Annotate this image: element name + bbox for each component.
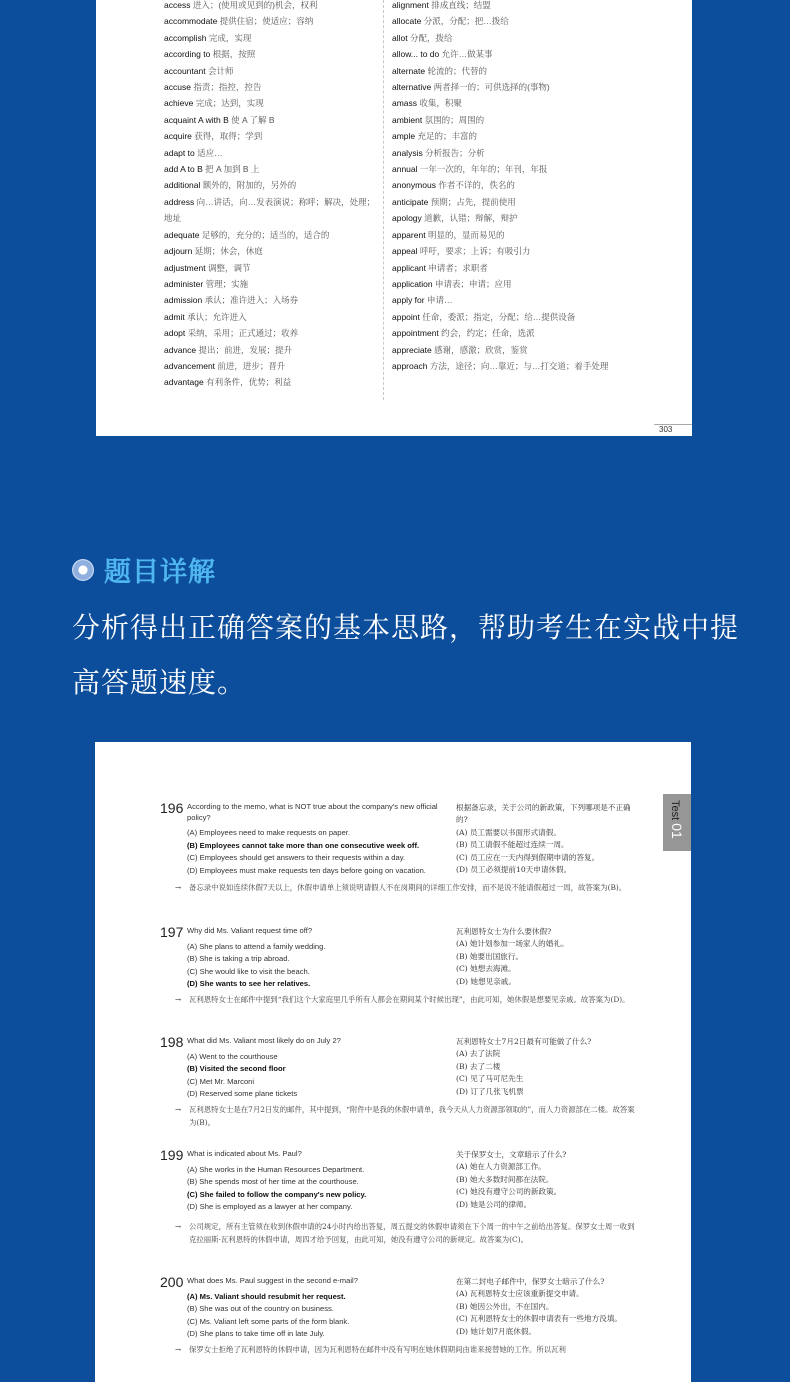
vocab-entry <box>392 177 622 193</box>
vocab-word: approach <box>392 360 428 371</box>
vocab-word: allow... to do <box>392 49 440 60</box>
vocab-meaning: 承认；允许进入 <box>187 311 247 322</box>
vocab-entry <box>164 292 382 308</box>
vocab-entry <box>164 227 382 243</box>
question-number: 197 <box>160 924 184 940</box>
vocab-meaning: 调整，调节 <box>207 262 251 273</box>
vocab-meaning: 向…讲话，向…发表演说；称呼；解决，处理；地址 <box>164 196 376 224</box>
vocab-entry <box>392 95 622 111</box>
vocab-word: advantage <box>164 377 204 388</box>
vocab-word: apology <box>392 213 422 224</box>
arrow-right-icon: → <box>175 883 182 892</box>
question-text-zh: 关于保罗女士，文章暗示了什么? <box>456 1150 567 1159</box>
answer-option-zh: (C) 员工应在一天内得到假期申请的答复。 <box>456 852 600 862</box>
vocab-word: allocate <box>392 16 422 27</box>
question-chinese <box>456 926 636 988</box>
answer-option-zh: (A) 她在人力资源部工作。 <box>456 1162 546 1172</box>
answer-option: (A) Employees need to make requests on paper. <box>187 828 350 837</box>
vocab-page-image <box>96 0 692 436</box>
vocab-entry <box>392 342 622 358</box>
question-chinese <box>456 802 636 876</box>
vocab-word: annual <box>392 164 418 175</box>
question-chinese <box>456 1276 636 1338</box>
vocab-entry <box>392 194 622 210</box>
vocab-entry <box>392 145 622 161</box>
vocab-entry <box>164 342 382 358</box>
answer-option: (A) Went to the courthouse <box>187 1051 278 1061</box>
question-english <box>187 1036 457 1101</box>
vocab-meaning: 适应… <box>197 147 223 158</box>
vocab-meaning: 分派，分配；把…拨给 <box>423 16 509 27</box>
vocab-column-right <box>392 0 622 374</box>
vocab-word: add A to B <box>164 164 203 175</box>
question-number: 198 <box>160 1034 184 1050</box>
question-chinese <box>456 1149 636 1211</box>
vocab-entry <box>164 63 382 79</box>
vocab-entry <box>164 276 382 292</box>
answer-option-zh: (C) 瓦利恩特女士的休假申请表有一些地方没填。 <box>456 1314 623 1324</box>
vocab-entry <box>164 309 382 325</box>
answer-option: (B) She was out of the country on business. <box>187 1304 334 1314</box>
vocab-meaning: 方法，途径；向…靠近；与…打交道；着手处理 <box>429 360 609 371</box>
vocab-entry <box>392 30 622 46</box>
vocab-word: apparent <box>392 229 426 240</box>
vocab-word: appoint <box>392 311 420 322</box>
correct-option: (A) Ms. Valiant should resubmit her request. <box>187 1291 346 1301</box>
answer-option: (B) She spends most of her time at the courthouse. <box>187 1177 359 1187</box>
answer-option: (D) She is employed as a lawyer at her company. <box>187 1202 353 1212</box>
question-text: What does Ms. Paul suggest in the second e-mail? <box>187 1276 358 1285</box>
vocab-word: allot <box>392 32 408 43</box>
vocab-entry <box>164 325 382 341</box>
vocab-word: appreciate <box>392 344 432 355</box>
vocab-meaning: 指责；指控，控告 <box>193 82 262 93</box>
vocab-word: applicant <box>392 262 427 273</box>
vocab-meaning: 一年一次的，年年的；年刊，年报 <box>419 164 548 175</box>
section-heading <box>72 550 216 589</box>
vocab-entry <box>164 95 382 111</box>
vocab-meaning: 感谢，感激；欣赏，鉴赏 <box>434 344 528 355</box>
answer-option: (C) Employees should get answers to their requests within a day. <box>187 853 406 863</box>
answer-option: (D) Employees must make requests ten days before going on vacation. <box>187 865 426 875</box>
vocab-meaning: 承认；准许进入；入场券 <box>204 295 299 306</box>
vocab-meaning: 分配，拨给 <box>409 32 453 43</box>
answer-option: (C) Ms. Valiant left some parts of the form blank. <box>187 1316 350 1326</box>
answer-option: (A) She plans to attend a family wedding. <box>187 941 326 951</box>
answer-option-zh: (B) 员工请假不能超过连续一周。 <box>456 840 569 850</box>
vocab-word: ambient <box>392 114 423 125</box>
vocab-word: additional <box>164 180 201 191</box>
explanation-text: 备忘录中说如连续休假7天以上，休假申请单上须说明请假人不在岗期间的详细工作安排，而不是说不能请假超过一周，故答案为(B)。 <box>189 883 627 892</box>
explanation-text: 瓦利恩特女士在邮件中提到“我们这个大家庭里几乎所有人都会在期间某个时候出现”，由此可知，她休假是想要见亲戚。故答案为(D)。 <box>189 995 630 1004</box>
answer-option: (C) She would like to visit the beach. <box>187 966 310 976</box>
vocab-meaning: 排成直线；结盟 <box>431 0 491 10</box>
answer-option-zh: (D) 她想见亲戚。 <box>456 976 516 986</box>
vocab-entry <box>164 260 382 276</box>
vocab-entry <box>392 79 622 95</box>
vocab-meaning: 使 A 了解 B <box>231 114 275 125</box>
vocab-word: adjourn <box>164 246 193 257</box>
vocab-entry <box>164 46 382 62</box>
vocab-meaning: 呼吁，要求；上诉；有吸引力 <box>419 246 531 257</box>
answer-option: (D) Reserved some plane tickets <box>187 1089 298 1099</box>
vocab-entry <box>164 358 382 374</box>
vocab-word: appeal <box>392 246 418 257</box>
vocab-meaning: 采纳，采用；正式通过；收养 <box>187 328 299 339</box>
vocab-word: adapt to <box>164 147 195 158</box>
vocab-entry <box>392 210 622 226</box>
question-text-zh: 瓦利恩特女士为什么要休假? <box>456 927 552 936</box>
vocab-meaning: 申请者；求职者 <box>428 262 488 273</box>
vocab-entry <box>392 260 622 276</box>
explanation <box>175 1104 635 1129</box>
correct-option: (D) She wants to see her relatives. <box>187 979 311 989</box>
vocab-word: administer <box>164 278 204 289</box>
explanation <box>175 1344 635 1357</box>
vocab-word: adequate <box>164 229 200 240</box>
vocab-entry <box>392 13 622 29</box>
column-divider <box>383 0 384 400</box>
vocab-meaning: 作者不详的，佚名的 <box>438 180 515 191</box>
vocab-meaning: 申请表；申请；应用 <box>435 278 512 289</box>
vocab-meaning: 进入；(使用或见到的)机会，权利 <box>192 0 318 10</box>
vocab-meaning: 根据，按照 <box>212 49 256 60</box>
vocab-meaning: 申请… <box>426 295 453 306</box>
explanation-text: 保罗女士拒绝了瓦利恩特的休假申请，因为瓦利恩特在邮件中没有写明在她休假期间由谁来接替她的工作。所以瓦利 <box>189 1345 566 1354</box>
answer-option-zh: (B) 她大多数时间都在法院。 <box>456 1174 554 1184</box>
arrow-right-icon: → <box>175 995 182 1004</box>
vocab-entry <box>164 243 382 259</box>
vocab-word: amass <box>392 98 418 109</box>
vocab-entry <box>392 358 622 374</box>
vocab-meaning: 获得，取得；学到 <box>194 131 263 142</box>
answer-option-zh: (B) 她因公外出，不在国内。 <box>456 1301 554 1311</box>
vocab-word: acquire <box>164 131 192 142</box>
explanation <box>175 994 635 1007</box>
vocab-word: accountant <box>164 65 206 76</box>
answer-option-zh: (A) 瓦利恩特女士应该重新提交申请。 <box>456 1289 584 1299</box>
correct-option: (B) Visited the second floor <box>187 1064 286 1074</box>
vocab-meaning: 任命，委派；指定，分配；给…提供设备 <box>422 311 576 322</box>
vocab-meaning: 两者择一的；可供选择的(事物) <box>433 82 550 93</box>
vocab-word: adjustment <box>164 262 206 273</box>
answer-option-zh: (C) 她想去海滩。 <box>456 964 516 974</box>
question-english <box>187 1276 457 1341</box>
vocab-entry <box>164 0 382 13</box>
answer-option-zh: (C) 见了马可尼先生 <box>456 1074 524 1084</box>
vocab-meaning: 氛围的；周围的 <box>424 114 485 125</box>
vocab-word: accuse <box>164 82 191 93</box>
question-english <box>187 1149 457 1214</box>
explanation-text: 瓦利恩特女士是在7月2日发的邮件，其中提到，“附件中是我的休假申请单，我今天从人力资源部领取的”，而人力资源部在二楼。故答案为(B)。 <box>189 1105 635 1127</box>
vocab-word: admit <box>164 311 185 322</box>
vocab-meaning: 足够的，充分的；适当的，适合的 <box>201 229 330 240</box>
vocab-meaning: 允许…做某事 <box>441 49 493 60</box>
vocab-word: appointment <box>392 328 439 339</box>
vocab-meaning: 有利条件，优势；利益 <box>206 377 292 388</box>
vocab-column-left <box>164 0 382 391</box>
vocab-word: address <box>164 196 195 207</box>
explanation <box>175 882 635 895</box>
vocab-entry <box>392 276 622 292</box>
vocab-entry <box>164 112 382 128</box>
vocab-word: advancement <box>164 360 216 371</box>
vocab-meaning: 把 A 加到 B 上 <box>205 164 260 175</box>
vocab-entry <box>164 194 382 227</box>
vocab-entry <box>164 79 382 95</box>
answer-option-zh: (A) 员工需要以书面形式请假。 <box>456 827 561 837</box>
vocab-meaning: 提供住宿；使适应；容纳 <box>219 16 314 27</box>
question-text: According to the memo, what is NOT true about the company's new official policy? <box>187 802 438 822</box>
answer-option-zh: (B) 去了二楼 <box>456 1061 501 1071</box>
vocab-word: alignment <box>392 0 429 10</box>
vocab-word: accommodate <box>164 16 218 27</box>
vocab-word: achieve <box>164 98 194 109</box>
vocab-word: according to <box>164 49 211 60</box>
vocab-word: alternative <box>392 82 432 93</box>
vocab-meaning: 前进，进步；晋升 <box>217 360 286 371</box>
vocab-meaning: 约会，约定；任命，选派 <box>441 328 535 339</box>
question-number: 199 <box>160 1147 184 1163</box>
vocab-entry <box>392 325 622 341</box>
question-text-zh: 根据备忘录，关于公司的新政策，下列哪项是不正确的? <box>456 803 631 825</box>
vocab-entry <box>164 128 382 144</box>
vocab-meaning: 会计师 <box>207 65 234 76</box>
vocab-entry <box>392 0 622 13</box>
answer-option-zh: (D) 员工必须提前10天申请休假。 <box>456 865 572 875</box>
question-english <box>187 802 457 877</box>
explanation-text: 公司规定，所有主管须在收到休假申请的24小时内给出答复，周五提交的休假申请须在下个周一的中午之前给出答复。保罗女士周一收到克拉丽斯·瓦利恩特的休假申请，周四才给予回复，由此可知，她没有遵守公司的新规定。故答案为(C)。 <box>189 1222 635 1244</box>
vocab-meaning: 预期；占先，提前使用 <box>430 196 516 207</box>
page-number: 303 <box>659 425 673 434</box>
vocab-word: apply for <box>392 295 425 306</box>
vocab-entry <box>164 177 382 193</box>
vocab-meaning: 额外的，附加的，另外的 <box>202 180 297 191</box>
vocab-meaning: 管理；实施 <box>205 278 249 289</box>
vocab-meaning: 充足的；丰富的 <box>417 131 478 142</box>
correct-option: (C) She failed to follow the company's new policy. <box>187 1189 367 1199</box>
vocab-word: acquaint A with B <box>164 114 229 125</box>
question-number: 196 <box>160 800 184 816</box>
question-text: What is indicated about Ms. Paul? <box>187 1149 302 1158</box>
question-text-zh: 在第二封电子邮件中，保罗女士暗示了什么? <box>456 1277 605 1286</box>
vocab-word: alternate <box>392 65 426 76</box>
answer-option-zh: (B) 她要出国旅行。 <box>456 951 524 961</box>
test-tab <box>663 794 691 851</box>
vocab-word: access <box>164 0 191 10</box>
section-title: 题目详解 <box>104 557 216 587</box>
vocab-meaning: 提出；前进，发展；提升 <box>198 344 293 355</box>
vocab-word: analysis <box>392 147 423 158</box>
arrow-right-icon: → <box>175 1222 182 1231</box>
answer-option-zh: (A) 去了法院 <box>456 1049 501 1059</box>
test-tab-label: Test <box>669 800 681 821</box>
vocab-word: application <box>392 278 433 289</box>
vocab-word: advance <box>164 344 197 355</box>
vocab-entry <box>392 243 622 259</box>
vocab-word: admission <box>164 295 203 306</box>
question-text-zh: 瓦利恩特女士7月2日最有可能做了什么? <box>456 1037 592 1046</box>
vocab-word: anonymous <box>392 180 436 191</box>
correct-option: (B) Employees cannot take more than one consecutive week off. <box>187 840 420 850</box>
vocab-entry <box>392 128 622 144</box>
question-text: What did Ms. Valiant most likely do on July 2? <box>187 1036 341 1045</box>
section-description: 分析得出正确答案的基本思路，帮助考生在实战中提高答题速度。 <box>72 611 740 699</box>
answer-option-zh: (D) 她是公司的律师。 <box>456 1199 532 1209</box>
question-chinese <box>456 1036 636 1098</box>
question-english <box>187 926 457 991</box>
answer-option-zh: (C) 她没有遵守公司的新政策。 <box>456 1187 562 1197</box>
vocab-meaning: 完成；达到，实现 <box>195 98 264 109</box>
answer-option: (A) She works in the Human Resources Department. <box>187 1164 365 1174</box>
arrow-right-icon: → <box>175 1345 182 1354</box>
vocab-meaning: 明显的，显而易见的 <box>427 229 505 240</box>
question-number: 200 <box>160 1274 184 1290</box>
vocab-entry <box>164 374 382 390</box>
vocab-entry <box>392 63 622 79</box>
answer-option: (D) She plans to take time off in late July. <box>187 1329 325 1339</box>
vocab-meaning: 完成，实现 <box>208 32 252 43</box>
vocab-meaning: 分析报告；分析 <box>425 147 485 158</box>
test-tab-number: 01 <box>669 823 685 839</box>
vocab-entry <box>164 161 382 177</box>
answer-option: (B) She is taking a trip abroad. <box>187 954 290 964</box>
vocab-word: accomplish <box>164 32 207 43</box>
vocab-word: ample <box>392 131 416 142</box>
vocab-meaning: 轮流的；代替的 <box>427 65 487 76</box>
question-text: Why did Ms. Valiant request time off? <box>187 926 313 935</box>
explanation-page-image <box>95 742 691 1382</box>
vocab-entry <box>164 13 382 29</box>
vocab-entry <box>392 46 622 62</box>
answer-option-zh: (D) 她计划7月底休假。 <box>456 1326 537 1336</box>
vocab-entry <box>392 112 622 128</box>
answer-option-zh: (D) 订了几张飞机票 <box>456 1086 524 1096</box>
vocab-word: adopt <box>164 328 186 339</box>
explanation <box>175 1221 635 1246</box>
arrow-right-icon: → <box>175 1105 182 1114</box>
bullet-circle-icon <box>72 559 94 581</box>
vocab-entry <box>164 145 382 161</box>
vocab-entry <box>392 227 622 243</box>
vocab-entry <box>164 30 382 46</box>
vocab-meaning: 延期；休会，休庭 <box>194 246 263 257</box>
vocab-meaning: 收集，积聚 <box>419 98 462 109</box>
vocab-entry <box>392 292 622 308</box>
vocab-entry <box>392 161 622 177</box>
answer-option: (C) Met Mr. Marconi <box>187 1076 255 1086</box>
answer-option-zh: (A) 她计划参加一场家人的婚礼。 <box>456 939 569 949</box>
vocab-meaning: 道歉，认错；辩解，辩护 <box>424 213 518 224</box>
vocab-entry <box>392 309 622 325</box>
vocab-word: anticipate <box>392 196 429 207</box>
